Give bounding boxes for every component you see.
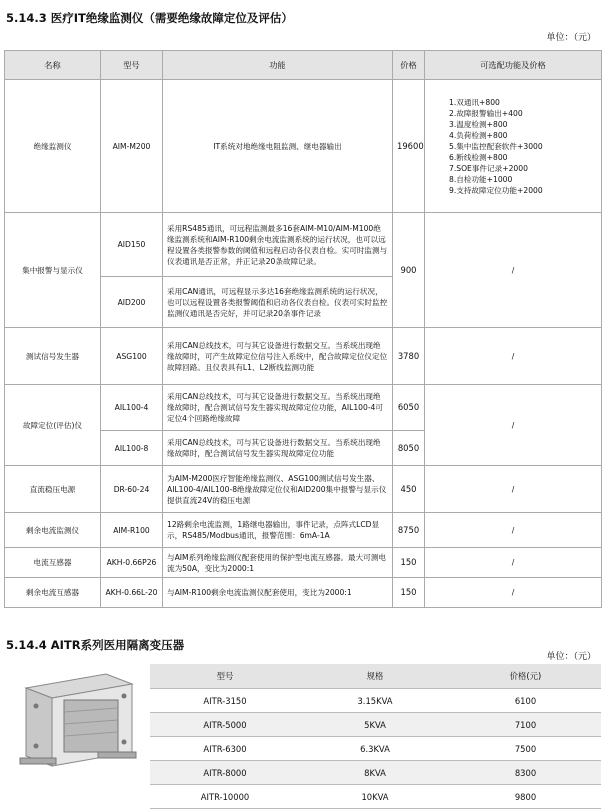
cell-function: 为AIM-M200医疗智能绝缘监测仪、ASG100测试信号发生器、AIL100-4/AIL100-8绝缘故障定位仪和AID200集中报警与显示仪提供直流24V的稳压电源 (163, 466, 393, 513)
option-item: 1.双通讯+800 (449, 97, 500, 107)
cell-options: / (425, 578, 602, 608)
cell-spec: 6.3KVA (300, 737, 450, 761)
cell-model: AKH-0.66L-20 (101, 578, 163, 608)
table-header-row (150, 664, 601, 689)
cell-price: 19600 (393, 80, 425, 213)
col-header-model: 型号 (101, 51, 163, 80)
table-row (5, 328, 602, 385)
cell-model: DR-60-24 (101, 466, 163, 513)
cell-spec: 10KVA (300, 785, 450, 809)
cell-price: 7100 (450, 713, 601, 737)
cell-model: AID200 (101, 277, 163, 328)
col-header-price: 价格(元) (450, 664, 601, 689)
cell-options: / (425, 466, 602, 513)
cell-model: AID150 (101, 213, 163, 277)
cell-price: 8050 (393, 431, 425, 466)
cell-spec: 5KVA (300, 713, 450, 737)
table-row (5, 385, 602, 431)
cell-options: / (425, 513, 602, 548)
cell-name: 故障定位(评估)仪 (5, 385, 101, 466)
section-title: 5.14.4 AITR系列医用隔离变压器 (6, 638, 185, 652)
cell-model: AITR-8000 (150, 761, 300, 785)
table-row (150, 713, 601, 737)
option-item: 8.自检功能+1000 (449, 174, 513, 184)
cell-price: 7500 (450, 737, 601, 761)
option-item: 6.断线检测+800 (449, 152, 508, 162)
cell-model: AITR-6300 (150, 737, 300, 761)
cell-function: 采用RS485通讯，可远程监测最多16套AIM-M10/AIM-M100绝缘监测系统和AIM-R100剩余电流监测系统的运行状况，也可以远程设置各类报警参数的阈值和远程启动各仪表自检。实可时监测与仪表通讯是否正常，并正记录20条故障记录。 (163, 213, 393, 277)
cell-function: 与AIM系列绝缘监测仪配套使用的保护型电流互感器。最大可测电流为50A，变比为2000:1 (163, 548, 393, 578)
table-row (5, 213, 602, 277)
cell-price: 8750 (393, 513, 425, 548)
price-table-aitr (150, 664, 601, 809)
cell-model: AKH-0.66P26 (101, 548, 163, 578)
cell-name: 集中报警与显示仪 (5, 213, 101, 328)
table-row (5, 80, 602, 213)
col-header-price: 价格 (393, 51, 425, 80)
cell-price: 900 (393, 213, 425, 328)
cell-price: 150 (393, 548, 425, 578)
cell-function: 采用CAN通讯，可远程显示多达16套绝缘监测系统的运行状况，也可以远程设置各类报警阈值和启动各仪表自检。仪表可实时监控监测仪通讯是否完好，并可记录20条事件记录 (163, 277, 393, 328)
cell-model: AIM-R100 (101, 513, 163, 548)
cell-name: 剩余电流监测仪 (5, 513, 101, 548)
option-item: 5.集中监控配套软件+3000 (449, 141, 543, 151)
cell-function: IT系统对地绝缘电阻监测、继电器输出 (163, 80, 393, 213)
col-header-name: 名称 (5, 51, 101, 80)
cell-model: AIL100-8 (101, 431, 163, 466)
table-row (150, 689, 601, 713)
cell-options: / (425, 385, 602, 466)
cell-function: 采用CAN总线技术，可与其它设备进行数据交互。当系统出现绝缘故障时，配合测试信号发生器实现故障定位功能 (163, 431, 393, 466)
col-header-options: 可选配功能及价格 (425, 51, 602, 80)
unit-label: 单位：（元） (546, 33, 596, 43)
table-row (5, 548, 602, 578)
option-item: 3.温度检测+800 (449, 119, 508, 129)
cell-function: 采用CAN总线技术，可与其它设备进行数据交互。当系统出现绝缘故障时，可产生故障定位信号注入系统中，配合故障定位仪定位故障回路。且仪表具有L1、L2断线监测功能 (163, 328, 393, 385)
cell-name: 剩余电流互感器 (5, 578, 101, 608)
col-header-spec: 规格 (300, 664, 450, 689)
transformer-image (6, 666, 144, 776)
cell-model: AIL100-4 (101, 385, 163, 431)
cell-price: 9800 (450, 785, 601, 809)
option-item: 7.SOE事件记录+2000 (449, 163, 528, 173)
table-row (150, 785, 601, 809)
cell-options (425, 80, 602, 213)
cell-name: 直流稳压电源 (5, 466, 101, 513)
table-row (5, 578, 602, 608)
cell-model: AITR-3150 (150, 689, 300, 713)
cell-price: 6100 (450, 689, 601, 713)
cell-price: 450 (393, 466, 425, 513)
col-header-function: 功能 (163, 51, 393, 80)
table-row (150, 737, 601, 761)
cell-options: / (425, 213, 602, 328)
cell-name: 绝缘监测仪 (5, 80, 101, 213)
cell-model: AIM-M200 (101, 80, 163, 213)
cell-spec: 3.15KVA (300, 689, 450, 713)
cell-model: AITR-10000 (150, 785, 300, 809)
cell-function: 采用CAN总线技术，可与其它设备进行数据交互。当系统出现绝缘故障时，配合测试信号发生器实现故障定位功能，AIL100-4可定位4个回路绝缘故障 (163, 385, 393, 431)
cell-name: 测试信号发生器 (5, 328, 101, 385)
section-title: 5.14.3 医疗IT绝缘监测仪（需要绝缘故障定位及评估） (6, 11, 293, 25)
cell-price: 3780 (393, 328, 425, 385)
option-item: 9.支持故障定位功能+2000 (449, 185, 543, 195)
cell-price: 8300 (450, 761, 601, 785)
table-header-row (5, 51, 602, 80)
cell-model: AITR-5000 (150, 713, 300, 737)
cell-model: ASG100 (101, 328, 163, 385)
cell-spec: 8KVA (300, 761, 450, 785)
cell-options: / (425, 548, 602, 578)
table-row (5, 466, 602, 513)
cell-options: / (425, 328, 602, 385)
table-row (150, 761, 601, 785)
col-header-model: 型号 (150, 664, 300, 689)
price-table-it-monitor (4, 50, 602, 608)
option-item: 4.负荷检测+800 (449, 130, 508, 140)
cell-name: 电流互感器 (5, 548, 101, 578)
cell-function: 12路剩余电流监测，1路继电器输出，事件记录，点阵式LCD显示，RS485/Modbus通讯，报警范围：6mA-1A (163, 513, 393, 548)
table-row (5, 513, 602, 548)
cell-price: 6050 (393, 385, 425, 431)
unit-label: 单位：（元） (546, 652, 596, 662)
cell-function: 与AIM-R100剩余电流监测仪配套使用，变比为2000:1 (163, 578, 393, 608)
cell-price: 150 (393, 578, 425, 608)
option-item: 2.故障报警输出+400 (449, 108, 523, 118)
